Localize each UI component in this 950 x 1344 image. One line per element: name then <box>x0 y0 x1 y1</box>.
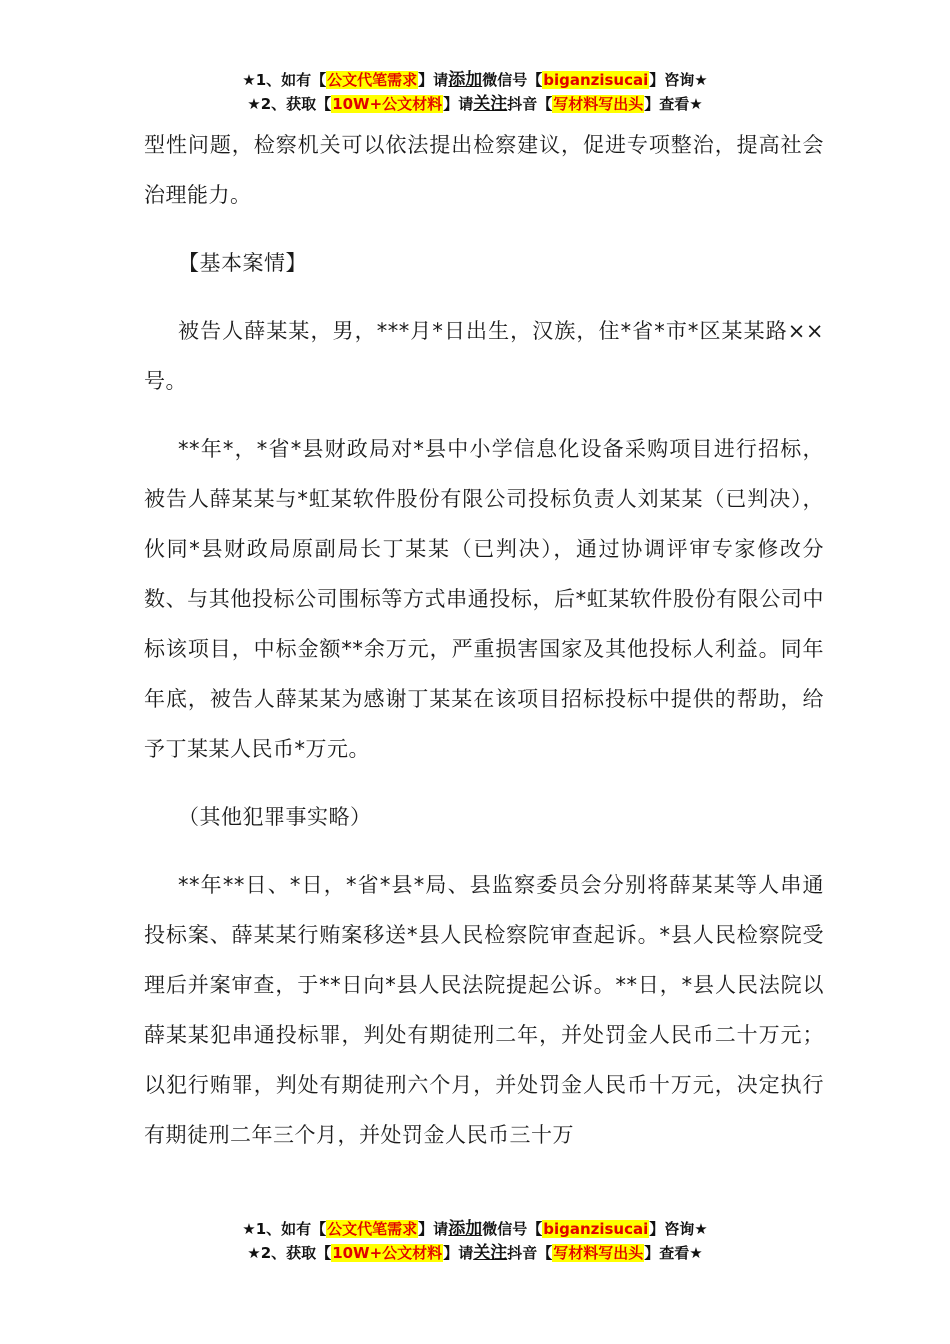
highlight-douyin-account: 写材料写出头 <box>553 1244 644 1262</box>
footer-banner <box>0 1217 950 1265</box>
paragraph-continuation: 型性问题，检察机关可以依法提出检察建议，促进专项整治，提高社会治理能力。 <box>144 133 824 207</box>
highlight-materials: 10W+公文材料 <box>332 1244 443 1262</box>
highlight-service: 公文代笔需求 <box>327 1220 418 1238</box>
banner-line-2: ★2、获取【10W+公文材料】请关注抖音【写材料写出头】查看★ <box>247 1243 703 1263</box>
highlight-wechat-id: biganzisucai <box>543 71 649 89</box>
highlight-service: 公文代笔需求 <box>327 71 418 89</box>
banner-line-1: ★1、如有【公文代笔需求】请添加微信号【biganzisucai】咨询★ <box>242 1219 708 1239</box>
paragraph-case-facts: **年*，*省*县财政局对*县中小学信息化设备采购项目进行招标，被告人薛某某与*虹某软件股份有限公司投标负责人刘某某（已判决），伙同*县财政局原副局长丁某某（已判决），通过协调评审专家修改分数、与其他投标公司围标等方式串通投标，后*虹某软件股份有限公司中标该项目，中标金额**余万元，严重损害国家及其他投标人利益。同年年底，被告人薛某某为感谢丁某某在该项目招标投标中提供的帮助，给予丁某某人民币*万元。 <box>144 437 824 761</box>
highlight-materials: 10W+公文材料 <box>332 95 443 113</box>
highlight-douyin-account: 写材料写出头 <box>553 95 644 113</box>
highlight-wechat-id: biganzisucai <box>543 1220 649 1238</box>
paragraph-prosecution: **年**日、*日，*省*县*局、县监察委员会分别将薛某某等人串通投标案、薛某某行贿案移送*县人民检察院审查起诉。*县人民检察院受理后并案审查，于**日向*县人民法院提起公诉。**日，*县人民法院以薛某某犯串通投标罪，判处有期徒刑二年，并处罚金人民币二十万元；以犯行贿罪，判处有期徒刑六个月，并处罚金人民币十万元，决定执行有期徒刑二年三个月，并处罚金人民币三十万 <box>144 873 824 1147</box>
banner-line-2: ★2、获取【10W+公文材料】请关注抖音【写材料写出头】查看★ <box>247 94 703 114</box>
document-body <box>144 120 824 1178</box>
header-banner <box>0 68 950 116</box>
section-heading-basic-facts: 【基本案情】 <box>178 251 307 275</box>
paragraph-other-facts-omitted: （其他犯罪事实略） <box>178 805 372 829</box>
banner-line-1: ★1、如有【公文代笔需求】请添加微信号【biganzisucai】咨询★ <box>242 70 708 90</box>
paragraph-defendant-info: 被告人薛某某，男，***月*日出生，汉族，住*省*市*区某某路××号。 <box>144 319 824 393</box>
